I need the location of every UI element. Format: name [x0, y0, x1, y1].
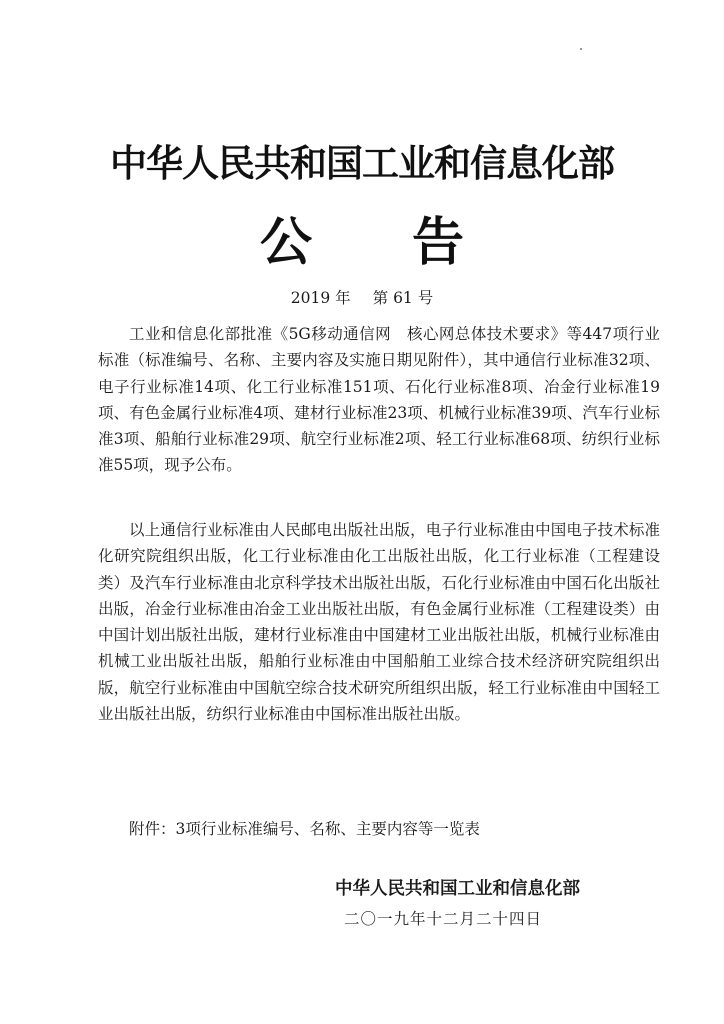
- document-number: [0, 286, 724, 308]
- attachment-line: 附件：3项行业标准编号、名称、主要内容等一览表: [129, 820, 480, 838]
- ministry-title: 中华人民共和国工业和信息化部: [110, 142, 614, 185]
- notice-title: [0, 200, 724, 275]
- notice-title-char-1: 公: [259, 213, 312, 273]
- notice-title-char-2: 告: [412, 213, 465, 273]
- body-paragraph-1: 工业和信息化部批准《5G移动通信网 核心网总体技术要求》等447项行业标准（标准编号、名称、主要内容及实施日期见附件），其中通信行业标准32项、电子行业标准14项、化工行业标准151项、石化行业标准8项、冶金行业标准19项、有色金属行业标准4项、建材行业标准23项、机械行业标准39项、汽车行业标准3项、船舶行业标准29项、航空行业标准2项、轻工行业标准68项、纺织行业标准55项，现予公布。: [98, 325, 660, 475]
- issue-date: 二〇一九年十二月二十四日: [344, 910, 543, 928]
- body-paragraph-2: 以上通信行业标准由人民邮电出版社出版，电子行业标准由中国电子技术标准化研究院组织出版，化工行业标准由化工出版社出版，化工行业标准（工程建设类）及汽车行业标准由北京科学技术出版社出版，石化行业标准由中国石化出版社出版，冶金行业标准由冶金工业出版社出版，有色金属行业标准（工程建设类）由中国计划出版社出版，建材行业标准由中国建材工业出版社出版，机械行业标准由机械工业出版社出版，船舶行业标准由中国船舶工业综合技术经济研究院组织出版，航空行业标准由中国航空综合技术研究所组织出版，轻工行业标准由中国轻工业出版社出版，纺织行业标准由中国标准出版社出版。: [98, 521, 660, 724]
- document-issue-number: 第 61 号: [372, 289, 434, 307]
- scan-speck: [580, 48, 582, 50]
- document-year: 2019 年: [290, 289, 351, 307]
- issuer-signature: 中华人民共和国工业和信息化部: [335, 879, 580, 899]
